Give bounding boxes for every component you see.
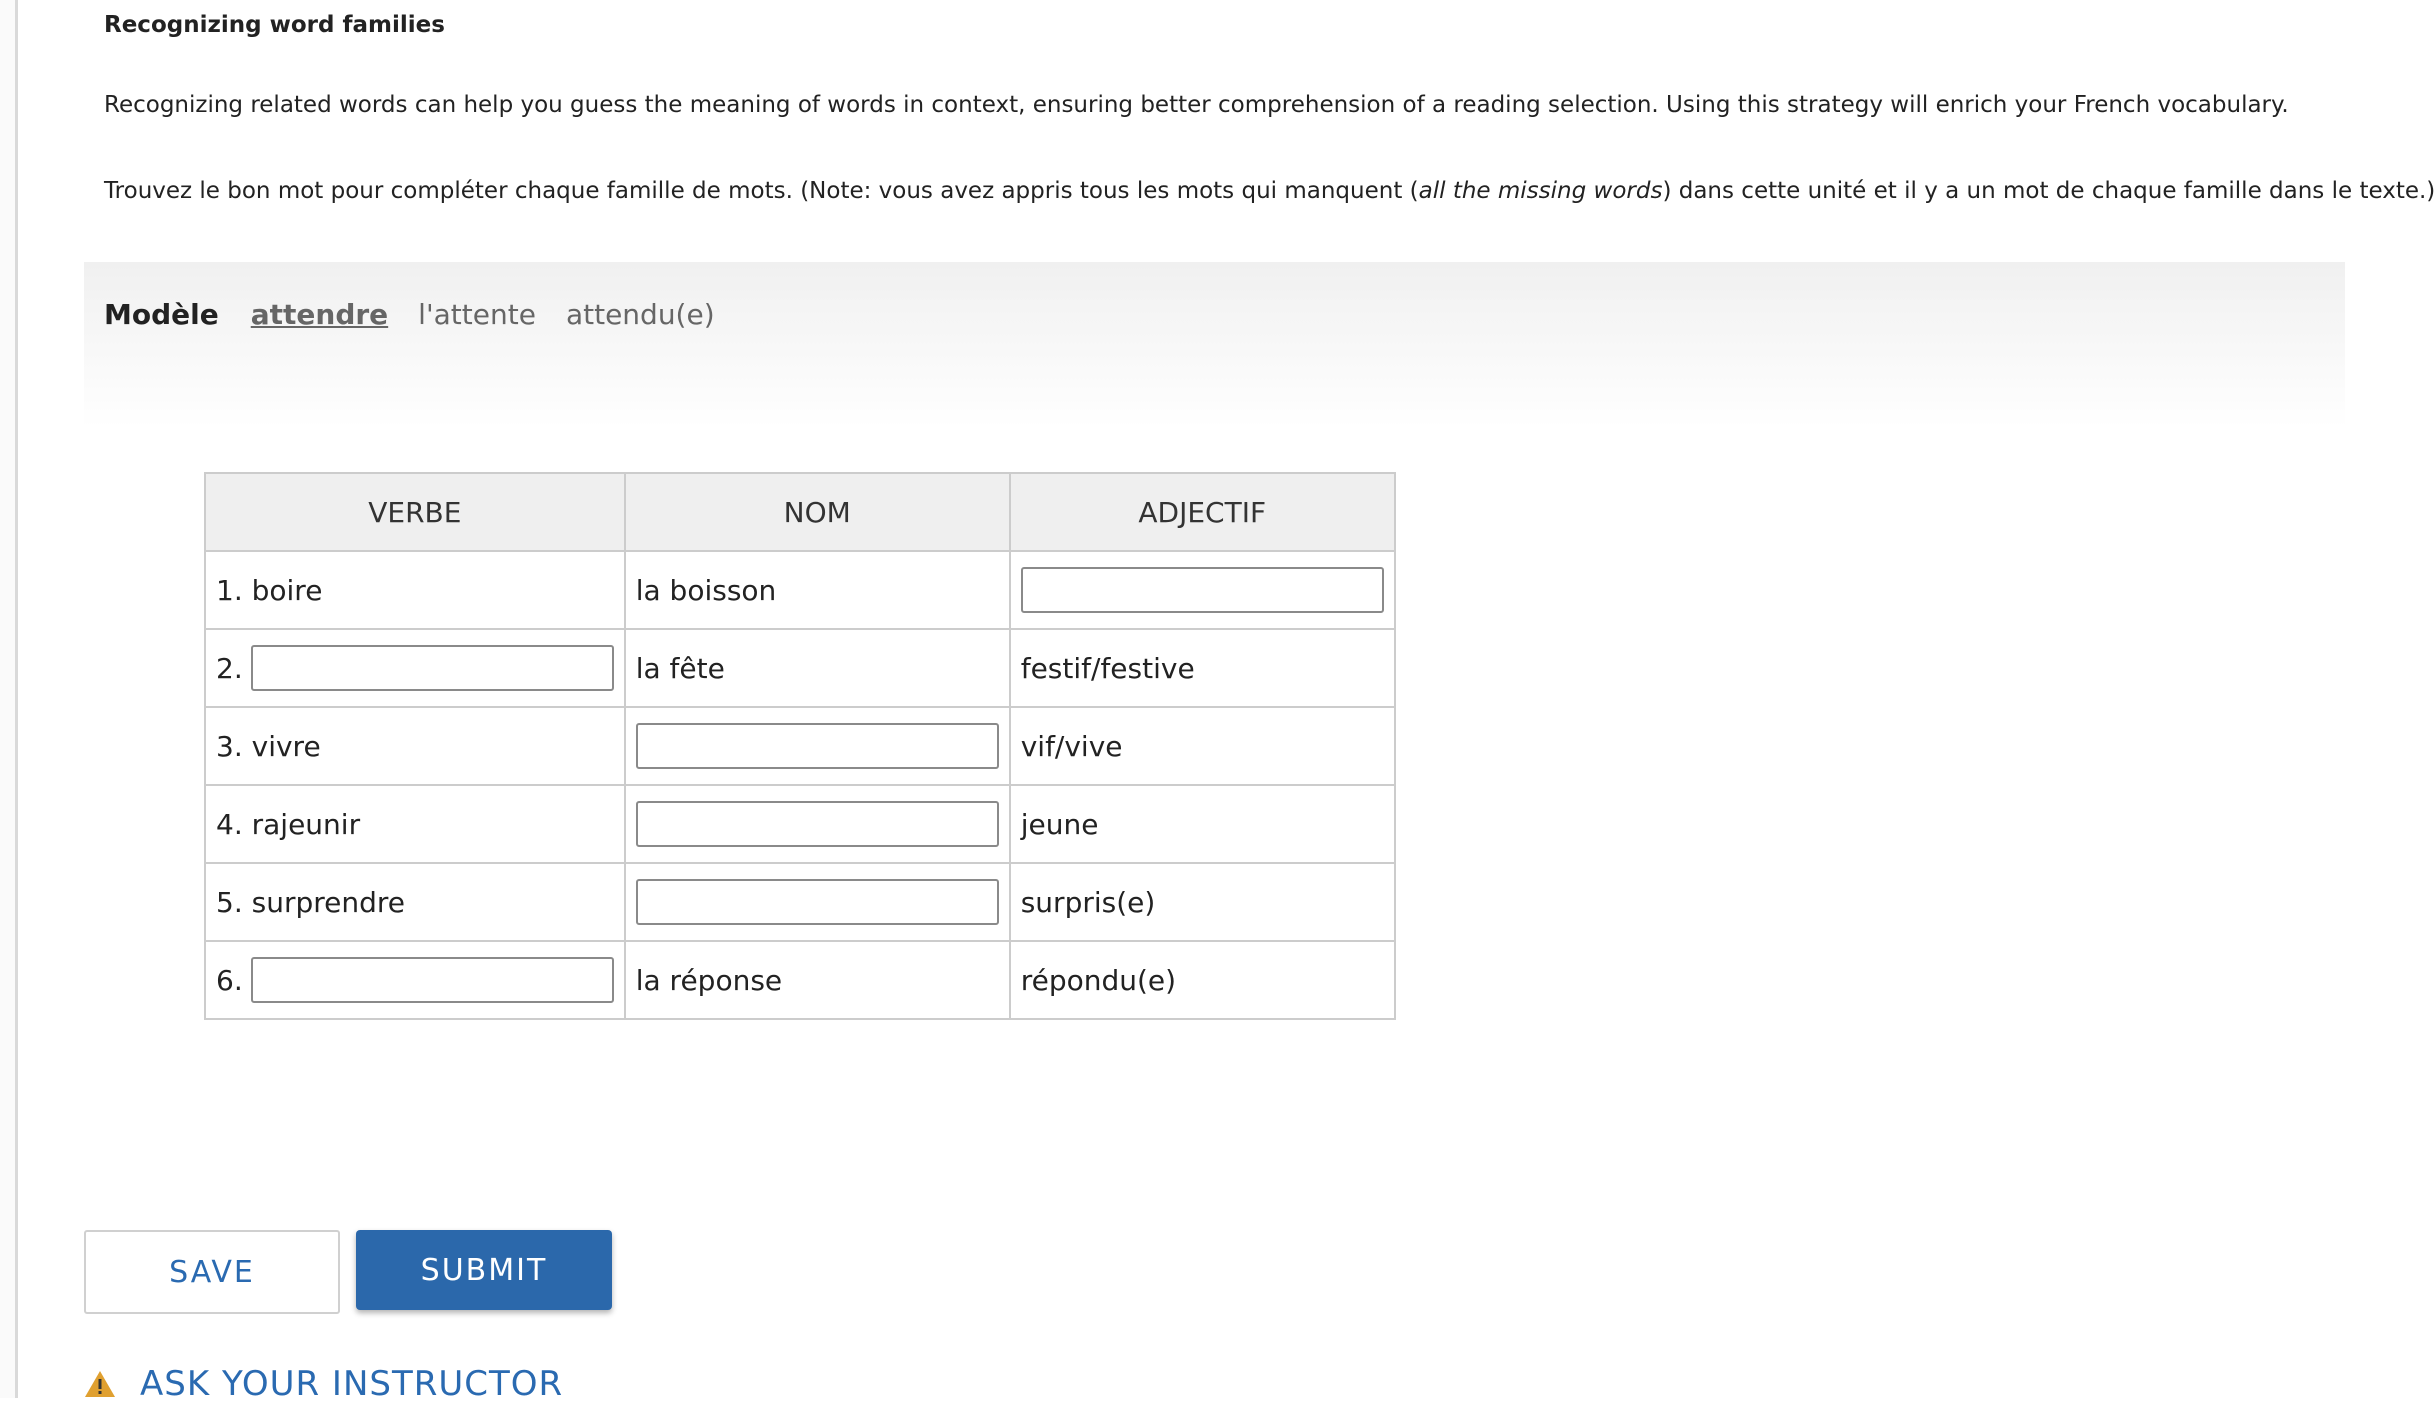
verbe-cell: [205, 863, 625, 941]
nom-cell: [625, 863, 1010, 941]
verbe-cell: [205, 707, 625, 785]
save-button[interactable]: SAVE: [84, 1230, 340, 1314]
table-header-row: [205, 473, 1395, 551]
nom-cell: [625, 785, 1010, 863]
verbe-text: vivre: [251, 729, 321, 763]
nom-cell: la réponse: [625, 941, 1010, 1019]
model-example: [104, 298, 745, 331]
model-word-verb: attendre: [250, 298, 389, 331]
submit-button[interactable]: SUBMIT: [356, 1230, 612, 1310]
model-word-adjective: attendu(e): [565, 298, 715, 331]
model-word-noun: l'attente: [418, 298, 536, 331]
table-row: [205, 629, 1395, 707]
header-adjectif: ADJECTIF: [1010, 473, 1395, 551]
nom-input-4[interactable]: [636, 801, 999, 847]
verbe-cell: [205, 941, 625, 1019]
adjectif-cell: vif/vive: [1010, 707, 1395, 785]
adjectif-cell: [1010, 551, 1395, 629]
model-band: [84, 262, 2345, 428]
table-row: [205, 941, 1395, 1019]
verbe-input-2[interactable]: [251, 645, 614, 691]
adjectif-cell: jeune: [1010, 785, 1395, 863]
adjectif-cell: répondu(e): [1010, 941, 1395, 1019]
header-nom: NOM: [625, 473, 1010, 551]
instruction-text: [104, 178, 2435, 204]
instruction-part-1: Trouvez le bon mot pour compléter chaque famille de mots. (Note: vous avez appris tous les mots qui manquent (: [104, 178, 1419, 204]
adjectif-cell: surpris(e): [1010, 863, 1395, 941]
adjectif-input-1[interactable]: [1021, 567, 1384, 613]
word-family-table: [204, 472, 1396, 1020]
nom-cell: [625, 707, 1010, 785]
row-number: 5.: [216, 885, 243, 919]
table-row: [205, 707, 1395, 785]
row-number: 1.: [216, 573, 243, 607]
row-number: 4.: [216, 807, 243, 841]
verbe-cell: [205, 551, 625, 629]
nom-cell: la fête: [625, 629, 1010, 707]
nom-input-3[interactable]: [636, 723, 999, 769]
ask-instructor-link[interactable]: [84, 1364, 563, 1404]
verbe-cell: [205, 629, 625, 707]
model-label: Modèle: [104, 298, 219, 331]
row-number: 3.: [216, 729, 243, 763]
row-number: 6.: [216, 963, 243, 997]
instruction-part-2: ) dans cette unité et il y a un mot de chaque famille dans le texte.): [1662, 178, 2435, 204]
verbe-text: rajeunir: [251, 807, 361, 841]
table-row: [205, 785, 1395, 863]
adjectif-cell: festif/festive: [1010, 629, 1395, 707]
header-verbe: VERBE: [205, 473, 625, 551]
verbe-input-6[interactable]: [251, 957, 614, 1003]
verbe-cell: [205, 785, 625, 863]
nom-input-5[interactable]: [636, 879, 999, 925]
warning-icon: [84, 1369, 116, 1399]
intro-text: Recognizing related words can help you guess the meaning of words in context, ensuring better comprehension of a reading selection. Using this strategy will enrich your French vocabulary.: [104, 92, 2289, 118]
verbe-text: boire: [251, 573, 323, 607]
instruction-italic: all the missing words: [1418, 178, 1663, 204]
table-row: [205, 863, 1395, 941]
section-heading: Recognizing word families: [104, 12, 445, 38]
row-number: 2.: [216, 651, 243, 685]
table-row: [205, 551, 1395, 629]
verbe-text: surprendre: [251, 885, 406, 919]
ask-instructor-label: ASK YOUR INSTRUCTOR: [140, 1364, 564, 1404]
nom-cell: la boisson: [625, 551, 1010, 629]
